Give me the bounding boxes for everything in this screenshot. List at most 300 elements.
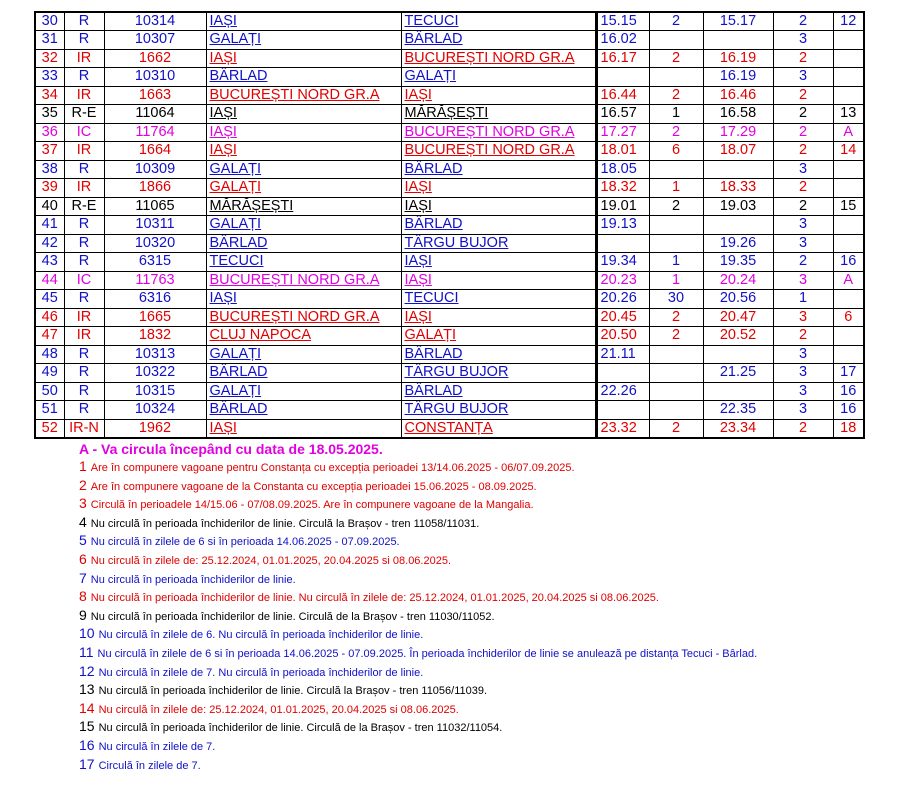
row-number-cell: 40: [35, 197, 64, 216]
departure-time-cell: 22.35: [703, 401, 773, 420]
arrival-time-cell: 16.02: [596, 31, 649, 50]
destination-cell: BUCUREȘTI NORD GR.A: [401, 49, 596, 68]
table-row: [35, 142, 864, 161]
note-ref-cell: [833, 179, 864, 198]
row-number-cell: 42: [35, 234, 64, 253]
table-row: [35, 419, 864, 438]
train-number-cell: 10324: [104, 401, 206, 420]
departure-time-cell: 19.35: [703, 253, 773, 272]
footnote-text: Nu circulă în zilele de: 25.12.2024, 01.01.2025, 20.04.2025 si 08.06.2025.: [90, 554, 452, 567]
arrival-time-cell: 18.05: [596, 160, 649, 179]
timetable-sheet: [34, 11, 865, 439]
row-number-cell: 30: [35, 12, 64, 31]
destination-cell: IAȘI: [401, 271, 596, 290]
departure-line-cell: 1: [773, 290, 833, 309]
arrival-line-cell: [649, 345, 703, 364]
departure-line-cell: 3: [773, 271, 833, 290]
row-number-cell: 37: [35, 142, 64, 161]
departure-line-cell: 3: [773, 401, 833, 420]
footnote-text: Nu circulă în zilele de: 25.12.2024, 01.01.2025, 20.04.2025 si 08.06.2025.: [98, 703, 459, 716]
arrival-time-cell: 20.45: [596, 308, 649, 327]
origin-cell: BUCUREȘTI NORD GR.A: [206, 86, 401, 105]
row-number-cell: 45: [35, 290, 64, 309]
table-row: [35, 160, 864, 179]
row-number-cell: 41: [35, 216, 64, 235]
destination-cell: IAȘI: [401, 308, 596, 327]
arrival-line-cell: 2: [649, 12, 703, 31]
table-row: [35, 364, 864, 383]
arrival-line-cell: 1: [649, 105, 703, 124]
footnote: [79, 514, 879, 533]
train-number-cell: 1962: [104, 419, 206, 438]
table-row: [35, 49, 864, 68]
origin-cell: CLUJ NAPOCA: [206, 327, 401, 346]
arrival-time-cell: 23.32: [596, 419, 649, 438]
category-cell: R: [64, 68, 104, 87]
footnote: [79, 495, 879, 514]
row-number-cell: 50: [35, 382, 64, 401]
note-ref-cell: 14: [833, 142, 864, 161]
category-cell: R: [64, 160, 104, 179]
departure-line-cell: 3: [773, 308, 833, 327]
note-ref-cell: [833, 31, 864, 50]
category-cell: IR: [64, 86, 104, 105]
arrival-line-cell: [649, 68, 703, 87]
table-row: [35, 68, 864, 87]
arrival-line-cell: 2: [649, 419, 703, 438]
train-number-cell: 6316: [104, 290, 206, 309]
row-number-cell: 47: [35, 327, 64, 346]
category-cell: R: [64, 12, 104, 31]
footnote-number: 12: [79, 662, 95, 679]
footnote: [79, 681, 879, 700]
train-number-cell: 10322: [104, 364, 206, 383]
arrival-time-cell: 20.23: [596, 271, 649, 290]
origin-cell: GALAȚI: [206, 31, 401, 50]
destination-cell: IAȘI: [401, 197, 596, 216]
footnote: [79, 700, 879, 719]
note-ref-cell: [833, 160, 864, 179]
arrival-time-cell: 15.15: [596, 12, 649, 31]
origin-cell: IAȘI: [206, 123, 401, 142]
departure-line-cell: 2: [773, 327, 833, 346]
arrival-time-cell: 16.57: [596, 105, 649, 124]
footnote-number: 15: [79, 718, 95, 735]
category-cell: IC: [64, 123, 104, 142]
arrival-time-cell: [596, 364, 649, 383]
arrival-time-cell: [596, 401, 649, 420]
note-ref-cell: [833, 216, 864, 235]
train-number-cell: 10313: [104, 345, 206, 364]
departure-line-cell: 2: [773, 253, 833, 272]
arrival-time-cell: 20.50: [596, 327, 649, 346]
row-number-cell: 32: [35, 49, 64, 68]
table-row: [35, 234, 864, 253]
origin-cell: IAȘI: [206, 12, 401, 31]
arrival-line-cell: 30: [649, 290, 703, 309]
arrival-line-cell: 1: [649, 253, 703, 272]
train-number-cell: 1662: [104, 49, 206, 68]
arrival-line-cell: 1: [649, 179, 703, 198]
arrival-line-cell: [649, 160, 703, 179]
footnote-number: 11: [79, 643, 94, 660]
arrival-line-cell: [649, 234, 703, 253]
arrival-time-cell: [596, 234, 649, 253]
table-row: [35, 401, 864, 420]
arrival-line-cell: [649, 216, 703, 235]
destination-cell: TÂRGU BUJOR: [401, 401, 596, 420]
train-number-cell: 11064: [104, 105, 206, 124]
arrival-line-cell: 2: [649, 49, 703, 68]
train-number-cell: 10315: [104, 382, 206, 401]
category-cell: R: [64, 382, 104, 401]
train-number-cell: 11763: [104, 271, 206, 290]
note-ref-cell: 15: [833, 197, 864, 216]
timetable: [34, 11, 865, 439]
train-number-cell: 10310: [104, 68, 206, 87]
arrival-line-cell: [649, 382, 703, 401]
note-ref-cell: A: [833, 271, 864, 290]
category-cell: R: [64, 234, 104, 253]
departure-line-cell: 3: [773, 68, 833, 87]
origin-cell: BUCUREȘTI NORD GR.A: [206, 308, 401, 327]
departure-time-cell: [703, 382, 773, 401]
destination-cell: IAȘI: [401, 179, 596, 198]
footnote-text: Circulă în zilele de 7.: [98, 759, 201, 772]
arrival-time-cell: 19.34: [596, 253, 649, 272]
departure-time-cell: 20.47: [703, 308, 773, 327]
arrival-line-cell: 2: [649, 327, 703, 346]
destination-cell: BÂRLAD: [401, 31, 596, 50]
footnote-text: Circulă în perioadele 14/15.06 - 07/08.09.2025. Are în compunere vagoane de la Mangalia.: [90, 499, 534, 512]
departure-time-cell: 16.46: [703, 86, 773, 105]
table-row: [35, 216, 864, 235]
departure-time-cell: 17.29: [703, 123, 773, 142]
footnote-text: Nu circulă în zilele de 6. Nu circulă în perioada închiderilor de linie.: [98, 629, 424, 642]
row-number-cell: 33: [35, 68, 64, 87]
destination-cell: IAȘI: [401, 86, 596, 105]
train-number-cell: 11065: [104, 197, 206, 216]
footnote-number: 6: [79, 550, 87, 567]
category-cell: R: [64, 31, 104, 50]
note-ref-cell: 17: [833, 364, 864, 383]
table-row: [35, 327, 864, 346]
departure-time-cell: [703, 31, 773, 50]
note-ref-cell: 12: [833, 12, 864, 31]
note-ref-cell: 18: [833, 419, 864, 438]
train-number-cell: 1832: [104, 327, 206, 346]
arrival-time-cell: 16.44: [596, 86, 649, 105]
origin-cell: IAȘI: [206, 142, 401, 161]
row-number-cell: 52: [35, 419, 64, 438]
origin-cell: GALAȚI: [206, 345, 401, 364]
footnote: [79, 718, 879, 737]
category-cell: R: [64, 290, 104, 309]
destination-cell: GALAȚI: [401, 68, 596, 87]
footnote-number: 3: [79, 495, 87, 512]
table-row: [35, 179, 864, 198]
footnote-text: Nu circulă în zilele de 6 si în perioada 14.06.2025 - 07.09.2025.: [90, 536, 400, 549]
footnote: [79, 570, 879, 589]
notes-section: [79, 440, 879, 774]
row-number-cell: 36: [35, 123, 64, 142]
footnote-number: 4: [79, 513, 87, 530]
destination-cell: TÂRGU BUJOR: [401, 234, 596, 253]
train-number-cell: 10309: [104, 160, 206, 179]
origin-cell: GALAȚI: [206, 216, 401, 235]
note-ref-cell: [833, 234, 864, 253]
note-ref-cell: [833, 327, 864, 346]
departure-time-cell: 19.03: [703, 197, 773, 216]
footnote-text: Nu circulă în perioada închiderilor de linie. Nu circulă în zilele de: 25.12.2024, 01.01.2025, 20.04.2025 si 08.06.2025.: [90, 592, 659, 605]
note-ref-cell: 16: [833, 382, 864, 401]
table-row: [35, 86, 864, 105]
note-ref-cell: 16: [833, 401, 864, 420]
origin-cell: BÂRLAD: [206, 234, 401, 253]
note-ref-cell: [833, 86, 864, 105]
footnote-text: Nu circulă în zilele de 6 si în perioada 14.06.2025 - 07.09.2025. În perioada închiderilor de linie se anulează pe distanța Tecuci - Bârlad.: [97, 647, 758, 660]
category-cell: IR: [64, 308, 104, 327]
note-ref-cell: [833, 49, 864, 68]
arrival-time-cell: 17.27: [596, 123, 649, 142]
category-cell: R: [64, 216, 104, 235]
departure-line-cell: 3: [773, 160, 833, 179]
departure-time-cell: [703, 160, 773, 179]
category-cell: R: [64, 253, 104, 272]
departure-line-cell: 2: [773, 12, 833, 31]
train-number-cell: 10311: [104, 216, 206, 235]
footnote: [79, 607, 879, 626]
departure-time-cell: 20.24: [703, 271, 773, 290]
destination-cell: GALAȚI: [401, 327, 596, 346]
footnote-number: 2: [79, 476, 87, 493]
destination-cell: CONSTANȚA: [401, 419, 596, 438]
note-ref-cell: 16: [833, 253, 864, 272]
footnote: [79, 458, 879, 477]
footnote-number: 17: [79, 755, 95, 772]
arrival-line-cell: [649, 31, 703, 50]
departure-time-cell: 20.52: [703, 327, 773, 346]
train-number-cell: 10320: [104, 234, 206, 253]
footnote: [79, 532, 879, 551]
table-row: [35, 253, 864, 272]
departure-line-cell: 3: [773, 345, 833, 364]
footnote-text: Nu circulă în zilele de 7. Nu circulă în perioada închiderilor de linie.: [98, 666, 424, 679]
destination-cell: TECUCI: [401, 290, 596, 309]
footnote: [79, 644, 879, 663]
table-row: [35, 271, 864, 290]
row-number-cell: 39: [35, 179, 64, 198]
arrival-time-cell: [596, 68, 649, 87]
destination-cell: TECUCI: [401, 12, 596, 31]
origin-cell: IAȘI: [206, 290, 401, 309]
table-row: [35, 382, 864, 401]
row-number-cell: 35: [35, 105, 64, 124]
destination-cell: MĂRĂȘEȘTI: [401, 105, 596, 124]
destination-cell: BÂRLAD: [401, 382, 596, 401]
departure-line-cell: 2: [773, 105, 833, 124]
departure-time-cell: 16.58: [703, 105, 773, 124]
arrival-line-cell: [649, 364, 703, 383]
arrival-time-cell: 19.13: [596, 216, 649, 235]
departure-time-cell: 15.17: [703, 12, 773, 31]
footnote-number: 1: [79, 458, 87, 474]
arrival-time-cell: 19.01: [596, 197, 649, 216]
train-number-cell: 10314: [104, 12, 206, 31]
arrival-line-cell: 2: [649, 197, 703, 216]
table-row: [35, 12, 864, 31]
departure-line-cell: 2: [773, 419, 833, 438]
origin-cell: MĂRĂȘEȘTI: [206, 197, 401, 216]
train-number-cell: 1663: [104, 86, 206, 105]
table-row: [35, 345, 864, 364]
departure-line-cell: 2: [773, 197, 833, 216]
departure-time-cell: [703, 216, 773, 235]
note-a: A - Va circula începând cu data de 18.05.2025.: [79, 441, 383, 457]
departure-time-cell: 18.33: [703, 179, 773, 198]
arrival-line-cell: 6: [649, 142, 703, 161]
train-number-cell: 10307: [104, 31, 206, 50]
departure-time-cell: 16.19: [703, 49, 773, 68]
category-cell: IR: [64, 142, 104, 161]
row-number-cell: 43: [35, 253, 64, 272]
departure-line-cell: 2: [773, 179, 833, 198]
train-number-cell: 1866: [104, 179, 206, 198]
note-ref-cell: A: [833, 123, 864, 142]
category-cell: IR: [64, 49, 104, 68]
departure-line-cell: 3: [773, 382, 833, 401]
train-number-cell: 11764: [104, 123, 206, 142]
footnote-text: Are în compunere vagoane pentru Constanța cu excepția perioadei 13/14.06.2025 - 06/07.09.2025.: [90, 462, 575, 474]
footnote-text: Nu circulă în perioada închiderilor de linie. Circulă la Brașov - tren 11058/11031.: [90, 517, 480, 530]
origin-cell: BÂRLAD: [206, 401, 401, 420]
arrival-line-cell: 1: [649, 271, 703, 290]
departure-line-cell: 2: [773, 86, 833, 105]
footnote-number: 10: [79, 625, 95, 642]
table-row: [35, 197, 864, 216]
arrival-line-cell: 2: [649, 86, 703, 105]
origin-cell: BÂRLAD: [206, 68, 401, 87]
arrival-line-cell: [649, 401, 703, 420]
departure-line-cell: 2: [773, 142, 833, 161]
footnote-number: 9: [79, 606, 87, 623]
origin-cell: GALAȚI: [206, 179, 401, 198]
footnote: [79, 625, 879, 644]
table-row: [35, 308, 864, 327]
departure-line-cell: 3: [773, 216, 833, 235]
footnote: [79, 737, 879, 756]
footnote-text: Nu circulă în perioada închiderilor de linie.: [90, 573, 296, 586]
departure-line-cell: 3: [773, 364, 833, 383]
destination-cell: BUCUREȘTI NORD GR.A: [401, 142, 596, 161]
departure-time-cell: 23.34: [703, 419, 773, 438]
footnote: [79, 663, 879, 682]
footnote-number: 7: [79, 569, 87, 586]
footnote-number: 16: [79, 736, 95, 753]
origin-cell: GALAȚI: [206, 160, 401, 179]
note-ref-cell: 13: [833, 105, 864, 124]
arrival-time-cell: 18.01: [596, 142, 649, 161]
category-cell: IR: [64, 179, 104, 198]
departure-time-cell: 19.26: [703, 234, 773, 253]
origin-cell: IAȘI: [206, 105, 401, 124]
footnote-text: Nu circulă în perioada închiderilor de linie. Circulă de la Brașov - tren 11032/11054.: [98, 722, 503, 735]
arrival-line-cell: 2: [649, 308, 703, 327]
origin-cell: BÂRLAD: [206, 364, 401, 383]
footnote-text: Nu circulă în perioada închiderilor de linie. Circulă la Brașov - tren 11056/11039.: [98, 685, 488, 698]
departure-time-cell: [703, 345, 773, 364]
train-number-cell: 1664: [104, 142, 206, 161]
category-cell: IR: [64, 327, 104, 346]
row-number-cell: 46: [35, 308, 64, 327]
origin-cell: IAȘI: [206, 419, 401, 438]
category-cell: R-E: [64, 197, 104, 216]
table-row: [35, 123, 864, 142]
row-number-cell: 31: [35, 31, 64, 50]
note-ref-cell: [833, 345, 864, 364]
category-cell: IR-N: [64, 419, 104, 438]
origin-cell: TECUCI: [206, 253, 401, 272]
category-cell: R-E: [64, 105, 104, 124]
note-ref-cell: 6: [833, 308, 864, 327]
origin-cell: GALAȚI: [206, 382, 401, 401]
footnote-list: [79, 458, 879, 774]
departure-line-cell: 2: [773, 49, 833, 68]
category-cell: IC: [64, 271, 104, 290]
departure-time-cell: 20.56: [703, 290, 773, 309]
departure-line-cell: 3: [773, 234, 833, 253]
category-cell: R: [64, 401, 104, 420]
footnote-number: 8: [79, 588, 87, 605]
category-cell: R: [64, 345, 104, 364]
row-number-cell: 48: [35, 345, 64, 364]
origin-cell: BUCUREȘTI NORD GR.A: [206, 271, 401, 290]
departure-time-cell: 21.25: [703, 364, 773, 383]
row-number-cell: 44: [35, 271, 64, 290]
note-ref-cell: [833, 290, 864, 309]
footnote-text: Nu circulă în zilele de 7.: [98, 740, 216, 753]
row-number-cell: 49: [35, 364, 64, 383]
table-row: [35, 31, 864, 50]
table-row: [35, 290, 864, 309]
train-number-cell: 6315: [104, 253, 206, 272]
footnote: [79, 477, 879, 496]
arrival-time-cell: 22.26: [596, 382, 649, 401]
arrival-time-cell: 20.26: [596, 290, 649, 309]
train-number-cell: 1665: [104, 308, 206, 327]
footnote-number: 5: [79, 532, 87, 549]
note-ref-cell: [833, 68, 864, 87]
footnote: [79, 551, 879, 570]
footnote-text: Nu circulă în perioada închiderilor de linie. Circulă de la Brașov - tren 11030/11052.: [90, 610, 495, 623]
footnote: [79, 756, 879, 775]
destination-cell: BÂRLAD: [401, 216, 596, 235]
departure-line-cell: 3: [773, 31, 833, 50]
row-number-cell: 38: [35, 160, 64, 179]
destination-cell: BÂRLAD: [401, 345, 596, 364]
footnote: [79, 588, 879, 607]
row-number-cell: 34: [35, 86, 64, 105]
table-row: [35, 105, 864, 124]
arrival-time-cell: 21.11: [596, 345, 649, 364]
departure-time-cell: 18.07: [703, 142, 773, 161]
footnote-number: 14: [79, 699, 95, 716]
category-cell: R: [64, 364, 104, 383]
footnote-number: 13: [79, 681, 95, 698]
departure-line-cell: 2: [773, 123, 833, 142]
arrival-time-cell: 16.17: [596, 49, 649, 68]
destination-cell: BÂRLAD: [401, 160, 596, 179]
